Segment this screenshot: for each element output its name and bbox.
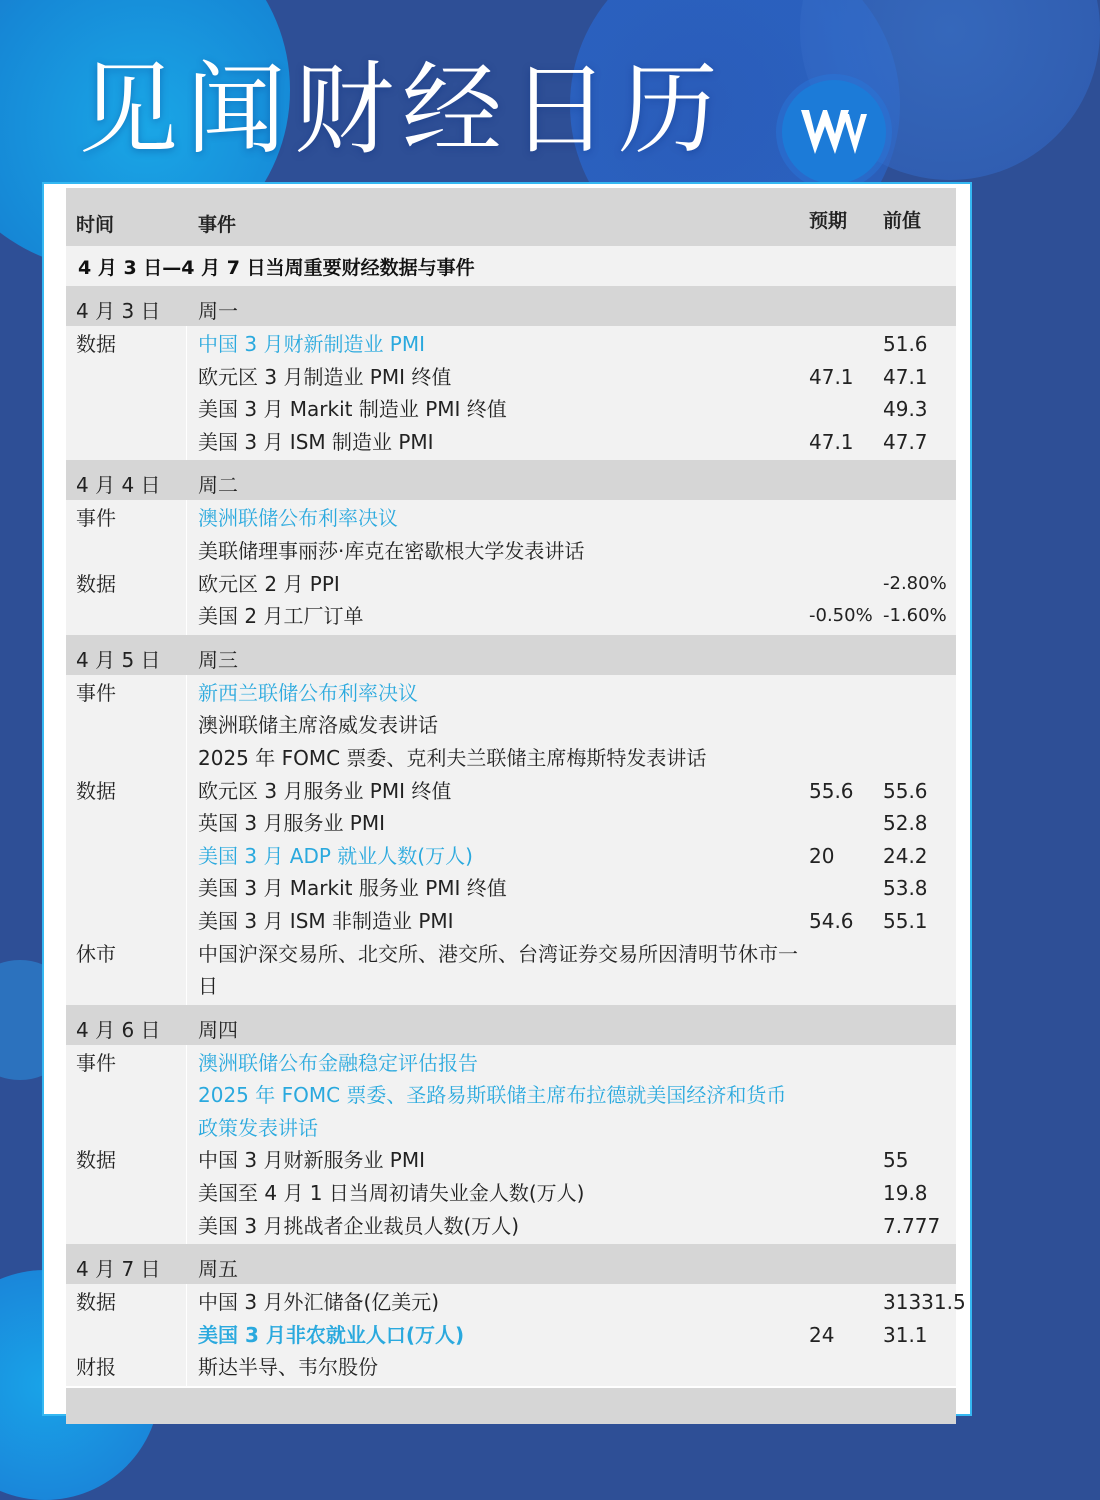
row-category: 休市: [76, 941, 116, 966]
table-row: [66, 328, 956, 361]
row-category: 数据: [76, 1290, 116, 1315]
row-event: 欧元区 3 月服务业 PMI 终值: [198, 778, 452, 803]
row-previous: 19.8: [883, 1181, 928, 1206]
day-weekday: 周二: [198, 473, 238, 498]
table-row: [66, 502, 956, 535]
row-category: 数据: [76, 778, 116, 803]
table-row: [66, 1047, 956, 1080]
row-previous: 47.7: [883, 429, 928, 454]
table-row: [66, 1351, 956, 1384]
row-event: 美国至 4 月 1 日当周初请失业金人数(万人): [198, 1181, 585, 1206]
row-event: 澳洲联储主席洛威发表讲话: [198, 713, 438, 738]
row-previous: -1.60%: [883, 605, 947, 627]
row-category: 事件: [76, 1050, 116, 1075]
header-previous: 前值: [883, 210, 922, 232]
page-title: 见闻财经日历: [78, 51, 726, 168]
day-body: [66, 1045, 956, 1245]
row-previous: 47.1: [883, 364, 928, 389]
row-event: 美国 3 月 Markit 制造业 PMI 终值: [198, 397, 507, 422]
table-row: [66, 361, 956, 394]
days-container: [66, 286, 966, 1386]
row-expected: 47.1: [809, 364, 854, 389]
table-row: [66, 393, 956, 426]
row-event: 斯达半导、韦尔股份: [198, 1355, 378, 1380]
calendar-panel: [42, 182, 972, 1416]
day-date: 4 月 4 日: [76, 473, 161, 498]
row-category: 事件: [76, 506, 116, 531]
row-event: 2025 年 FOMC 票委、圣路易斯联储主席布拉德就美国经济和货币政策发表讲话: [198, 1083, 787, 1140]
day-date: 4 月 7 日: [76, 1257, 161, 1282]
day-date: 4 月 3 日: [76, 299, 161, 323]
row-previous: 51.6: [883, 332, 928, 356]
table-row: [66, 807, 956, 840]
table-row: [66, 426, 956, 459]
row-event: 美国 3 月 Markit 服务业 PMI 终值: [198, 876, 507, 901]
row-expected: 55.6: [809, 778, 854, 803]
row-previous: 55.6: [883, 778, 928, 803]
day-header: [66, 1244, 956, 1284]
day-header: [66, 635, 956, 675]
row-category: 数据: [76, 1148, 116, 1173]
day-header: [66, 460, 956, 500]
row-previous: 53.8: [883, 876, 928, 901]
row-event: 澳洲联储公布金融稳定评估报告: [198, 1050, 478, 1075]
day-header: [66, 1005, 956, 1045]
row-event: 美国 2 月工厂订单: [198, 604, 364, 629]
table-row: [66, 775, 956, 808]
table-row: [66, 568, 956, 601]
day-body: [66, 500, 956, 634]
table-header: [66, 188, 956, 246]
row-category: 事件: [76, 680, 116, 705]
day-weekday: 周五: [198, 1257, 238, 1282]
row-expected: 20: [809, 843, 835, 868]
row-event: 中国 3 月财新制造业 PMI: [198, 332, 426, 356]
row-expected: 54.6: [809, 908, 854, 933]
row-previous: 7.777: [883, 1213, 941, 1238]
header-event: 事件: [198, 214, 237, 236]
row-event: 2025 年 FOMC 票委、克利夫兰联储主席梅斯特发表讲话: [198, 745, 707, 770]
row-previous: 55: [883, 1148, 909, 1173]
row-event: 美国 3 月 ADP 就业人数(万人): [198, 843, 473, 868]
day-date: 4 月 5 日: [76, 647, 161, 672]
row-event: 美国 3 月挑战者企业裁员人数(万人): [198, 1213, 520, 1238]
day-weekday: 周三: [198, 647, 238, 672]
table-footer: [66, 1388, 956, 1424]
row-event: 欧元区 2 月 PPI: [198, 571, 340, 596]
row-previous: 55.1: [883, 908, 928, 933]
row-previous: 31.1: [883, 1322, 928, 1347]
day-weekday: 周一: [198, 299, 238, 323]
table-row: [66, 1079, 956, 1144]
row-category: 财报: [76, 1355, 116, 1380]
table-row: [66, 1210, 956, 1243]
day-date: 4 月 6 日: [76, 1017, 161, 1042]
calendar-table: [66, 188, 966, 1414]
day-body: [66, 675, 956, 1005]
table-row: [66, 872, 956, 905]
row-event: 美国 3 月 ISM 非制造业 PMI: [198, 908, 454, 933]
table-row: [66, 840, 956, 873]
table-row: [66, 709, 956, 742]
table-row: [66, 1319, 956, 1352]
table-row: [66, 1144, 956, 1177]
table-row: [66, 535, 956, 568]
day-body: [66, 1284, 966, 1386]
table-row: [66, 600, 956, 633]
row-event: 美国 3 月 ISM 制造业 PMI: [198, 429, 434, 454]
row-expected: -0.50%: [809, 605, 873, 627]
row-event: 中国沪深交易所、北交所、港交所、台湾证券交易所因清明节休市一日: [198, 941, 798, 999]
row-event: 英国 3 月服务业 PMI: [198, 811, 386, 836]
row-event: 澳洲联储公布利率决议: [198, 506, 398, 531]
row-expected: 24: [809, 1322, 835, 1347]
table-row: [66, 677, 956, 710]
week-title: 4 月 3 日—4 月 7 日当周重要财经数据与事件: [66, 246, 956, 286]
table-row: [66, 1286, 966, 1319]
row-event: 中国 3 月财新服务业 PMI: [198, 1148, 426, 1173]
row-previous: 49.3: [883, 397, 928, 422]
header-time: 时间: [76, 214, 115, 236]
header-expected: 预期: [809, 210, 848, 232]
wallstreetcn-logo-icon: [782, 80, 886, 184]
table-row: [66, 742, 956, 775]
row-previous: 24.2: [883, 843, 928, 868]
day-body: [66, 326, 956, 460]
row-category: 数据: [76, 571, 116, 596]
row-expected: 47.1: [809, 429, 854, 454]
day-header: [66, 286, 956, 326]
row-event: 美国 3 月非农就业人口(万人): [198, 1322, 465, 1347]
table-row: [66, 905, 956, 938]
table-row: [66, 938, 956, 1003]
row-event: 中国 3 月外汇储备(亿美元): [198, 1290, 440, 1315]
row-previous: -2.80%: [883, 572, 947, 594]
day-weekday: 周四: [198, 1017, 238, 1042]
row-event: 新西兰联储公布利率决议: [198, 680, 418, 705]
row-category: 数据: [76, 332, 116, 356]
row-previous: 31331.5: [883, 1290, 966, 1315]
table-row: [66, 1177, 956, 1210]
row-previous: 52.8: [883, 811, 928, 836]
row-event: 欧元区 3 月制造业 PMI 终值: [198, 364, 452, 389]
row-event: 美联储理事丽莎·库克在密歇根大学发表讲话: [198, 538, 585, 563]
